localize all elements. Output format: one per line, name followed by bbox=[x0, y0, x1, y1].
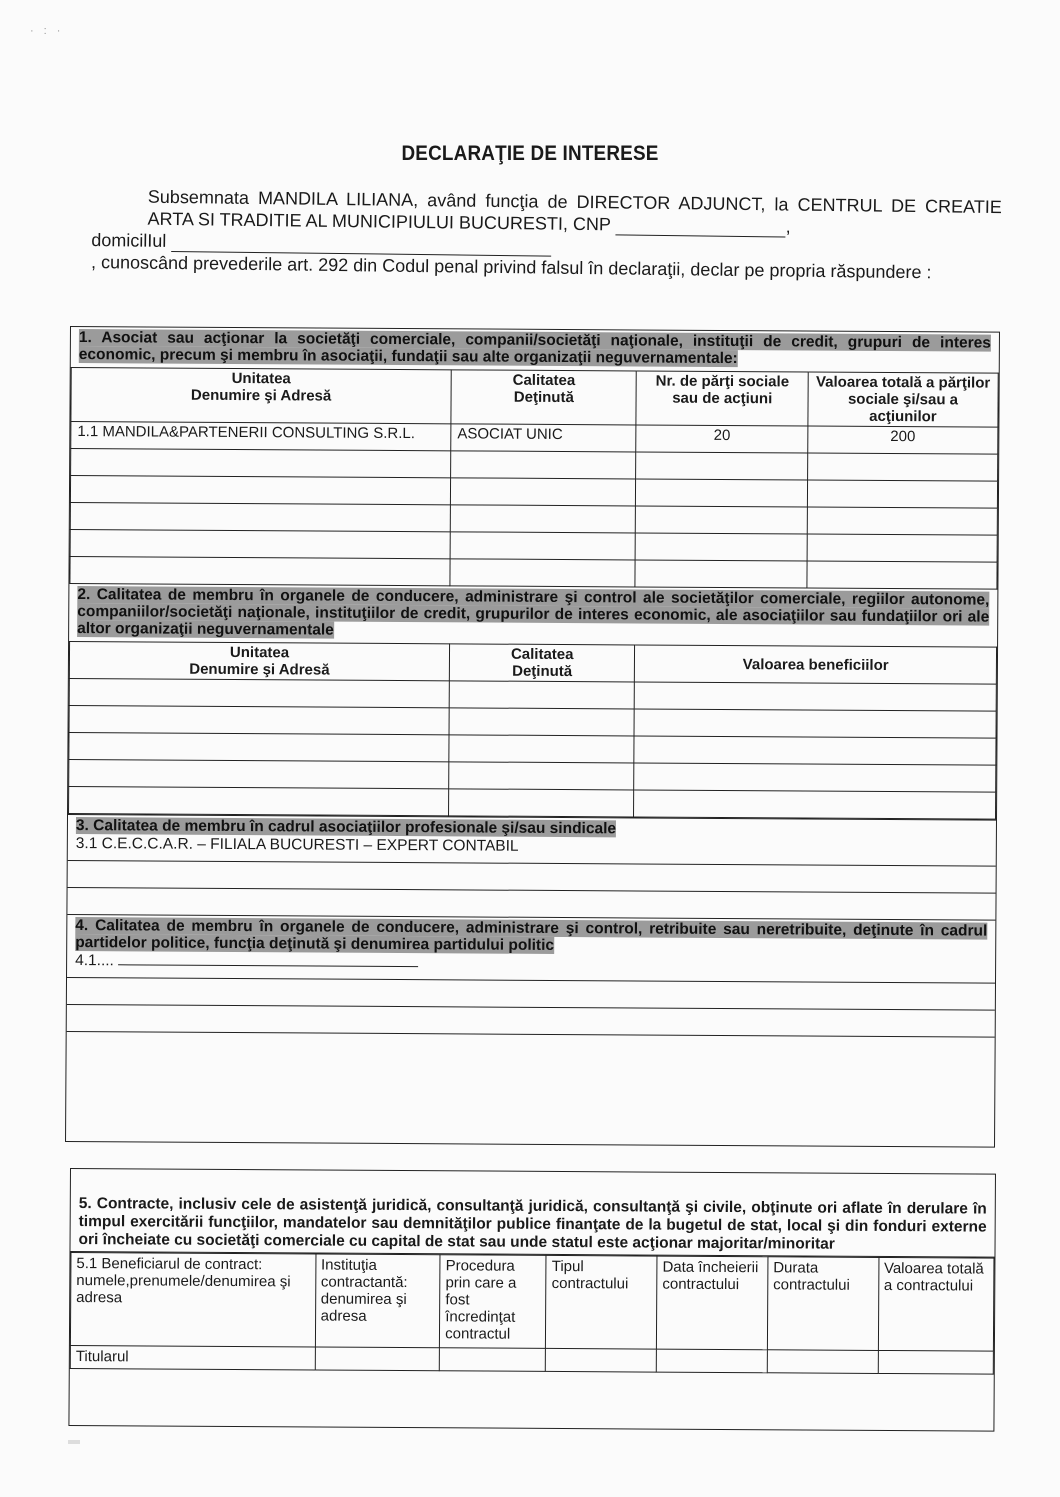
table-cell bbox=[450, 478, 636, 506]
scan-artifact: ·:· bbox=[30, 25, 71, 37]
table-cell bbox=[70, 476, 450, 505]
table-cell: ASOCIAT UNIC bbox=[451, 424, 637, 452]
table-cell bbox=[808, 453, 998, 481]
intro-text: Subsemnata MANDILA LILIANA, având funcţia de DIRECTOR ADJUNCT, la CENTRUL DE CREATIE ARTA SI TRADITIE AL MUNICIPIULUI BUCURESTI, CNP bbox=[147, 186, 1002, 235]
table-header-row bbox=[70, 1253, 994, 1352]
column-header: Unitatea Denumire şi Adresă bbox=[71, 368, 451, 424]
column-header: Tipul contractului bbox=[546, 1255, 657, 1349]
column-header: Unitatea Denumire şi Adresă bbox=[69, 642, 449, 681]
section-2-heading: 2. Calitatea de membru în organele de conducere, administrare şi control ale societăţilor comerciale, regiilor autonome, companiilor/societăţi naţionale, instituţiilor de credit, grupurilor de interes economic, ale asociaţiilor sau fundaţiilor ori ale altor organizaţii neguvernamentale bbox=[77, 586, 990, 639]
column-header: Valoarea beneficiilor bbox=[635, 645, 997, 684]
table-cell bbox=[656, 1349, 767, 1373]
table-cell bbox=[807, 534, 997, 562]
section-1-heading: 1. Asociat sau acţionar la societăţi comerciale, companii/societăţi naţionale, instituţii de credit, grupuri de interes economic, precum şi membru în asociaţii, fundaţii sau alte organizaţii neguvernamentale: bbox=[78, 329, 991, 368]
table-cell bbox=[450, 505, 636, 533]
document-title: DECLARAŢIE DE INTERESE bbox=[401, 142, 659, 165]
table-cell bbox=[449, 708, 635, 736]
table-cell bbox=[807, 507, 997, 535]
cnp-suffix: , bbox=[785, 216, 791, 237]
table-cell bbox=[449, 681, 635, 709]
table-cell bbox=[69, 733, 449, 762]
table-cell bbox=[634, 736, 996, 765]
table-cell bbox=[69, 706, 449, 735]
scan-artifact bbox=[68, 1440, 80, 1444]
table-cell bbox=[634, 790, 996, 819]
table-cell: Titularul bbox=[70, 1346, 315, 1370]
table-cell bbox=[69, 679, 449, 708]
section-5-heading: 5. Contracte, inclusiv cele de asistenţă juridică, consultanţă juridică, consultanţă şi civile, obţinute ori aflate în derulare în timpul exercitării funcţiilor, mandatelor sau demnităţilor publice finanţate de la bugetul de stat, local şi din fonduri externe ori încheiate cu societăţi comerciale cu capital de stat sau unde statul este acţionar majoritar/minoritar bbox=[70, 1169, 994, 1258]
section-4 bbox=[67, 914, 996, 1064]
table-cell bbox=[636, 479, 808, 507]
table-cell bbox=[449, 789, 635, 817]
table-cell bbox=[636, 533, 808, 561]
table-cell bbox=[878, 1350, 994, 1374]
section-2-table bbox=[68, 641, 997, 820]
table-cell bbox=[69, 787, 449, 816]
section-1-table bbox=[69, 367, 998, 590]
table-cell bbox=[807, 480, 997, 508]
column-header: Calitatea Deţinută bbox=[449, 644, 635, 682]
table-cell bbox=[451, 451, 637, 479]
section-3 bbox=[67, 814, 996, 920]
column-header: Valoarea totală a contractului bbox=[878, 1257, 994, 1351]
column-header: Data încheierii contractului bbox=[656, 1256, 767, 1350]
section-5-table bbox=[70, 1252, 995, 1375]
table-cell bbox=[69, 760, 449, 789]
section-3-heading: 3. Calitatea de membru în cadrul asociaţiilor profesionale şi/sau sindicale bbox=[75, 817, 617, 838]
list-item: 3.1 C.E.C.C.A.R. – FILIALA BUCURESTI – EXPERT CONTABIL bbox=[75, 835, 519, 855]
list-item bbox=[67, 1031, 995, 1064]
declaration-intro bbox=[91, 185, 1002, 284]
table-header-row bbox=[71, 368, 998, 428]
interests-form-box bbox=[65, 326, 1000, 1148]
entry-text: 4.1.... bbox=[75, 952, 114, 970]
table-cell bbox=[636, 452, 808, 480]
table-cell bbox=[70, 557, 450, 586]
table-cell bbox=[634, 709, 996, 738]
table-cell bbox=[807, 561, 997, 589]
table-cell bbox=[450, 559, 636, 587]
table-cell bbox=[70, 503, 450, 532]
table-cell bbox=[71, 449, 451, 478]
table-cell bbox=[636, 506, 808, 534]
column-header: Valoarea totală a părţilor sociale şi/sau a acţiunilor bbox=[808, 372, 998, 427]
table-row bbox=[70, 1346, 993, 1375]
table-cell: 1.1 MANDILA&PARTENERII CONSULTING S.R.L. bbox=[71, 422, 451, 451]
contracts-form-box bbox=[68, 1168, 996, 1432]
column-header: Calitatea Deţinută bbox=[451, 370, 637, 425]
section-4-heading: 4. Calitatea de membru în organele de conducere, administrare şi control, retribuite sau neretribuite, deţinute în cadrul partidelor politice, funcţia deţinută şi denumirea partidului politic bbox=[75, 917, 988, 954]
column-header: Procedura prin care a fost încredinţat contractul bbox=[440, 1255, 547, 1349]
table-cell bbox=[450, 532, 636, 560]
column-header: Instituţia contractantă: denumirea şi adresa bbox=[315, 1254, 440, 1348]
table-cell bbox=[635, 560, 807, 588]
domicile-label: domicilIul bbox=[91, 229, 167, 251]
column-header: Nr. de părţi sociale sau de acţiuni bbox=[636, 371, 808, 426]
intro-text-2: , cunoscând prevederile art. 292 din Codul penal privind falsul în declaraţii, declar pe propria răspundere : bbox=[90, 251, 932, 283]
table-cell bbox=[315, 1347, 440, 1371]
entry-blank-field[interactable] bbox=[118, 964, 418, 967]
table-cell bbox=[767, 1350, 878, 1374]
table-cell bbox=[439, 1348, 545, 1372]
column-header: 5.1 Beneficiarul de contract: numele,prenumele/denumirea şi adresa bbox=[70, 1253, 315, 1347]
table-cell bbox=[70, 530, 450, 559]
table-cell bbox=[546, 1348, 657, 1372]
table-cell: 20 bbox=[636, 425, 808, 453]
table-cell: 200 bbox=[808, 426, 998, 454]
table-cell bbox=[449, 735, 635, 763]
column-header: Durata contractului bbox=[767, 1257, 878, 1351]
table-cell bbox=[449, 762, 635, 790]
table-header-row bbox=[69, 642, 996, 685]
table-cell bbox=[635, 682, 997, 711]
table-cell bbox=[634, 763, 996, 792]
